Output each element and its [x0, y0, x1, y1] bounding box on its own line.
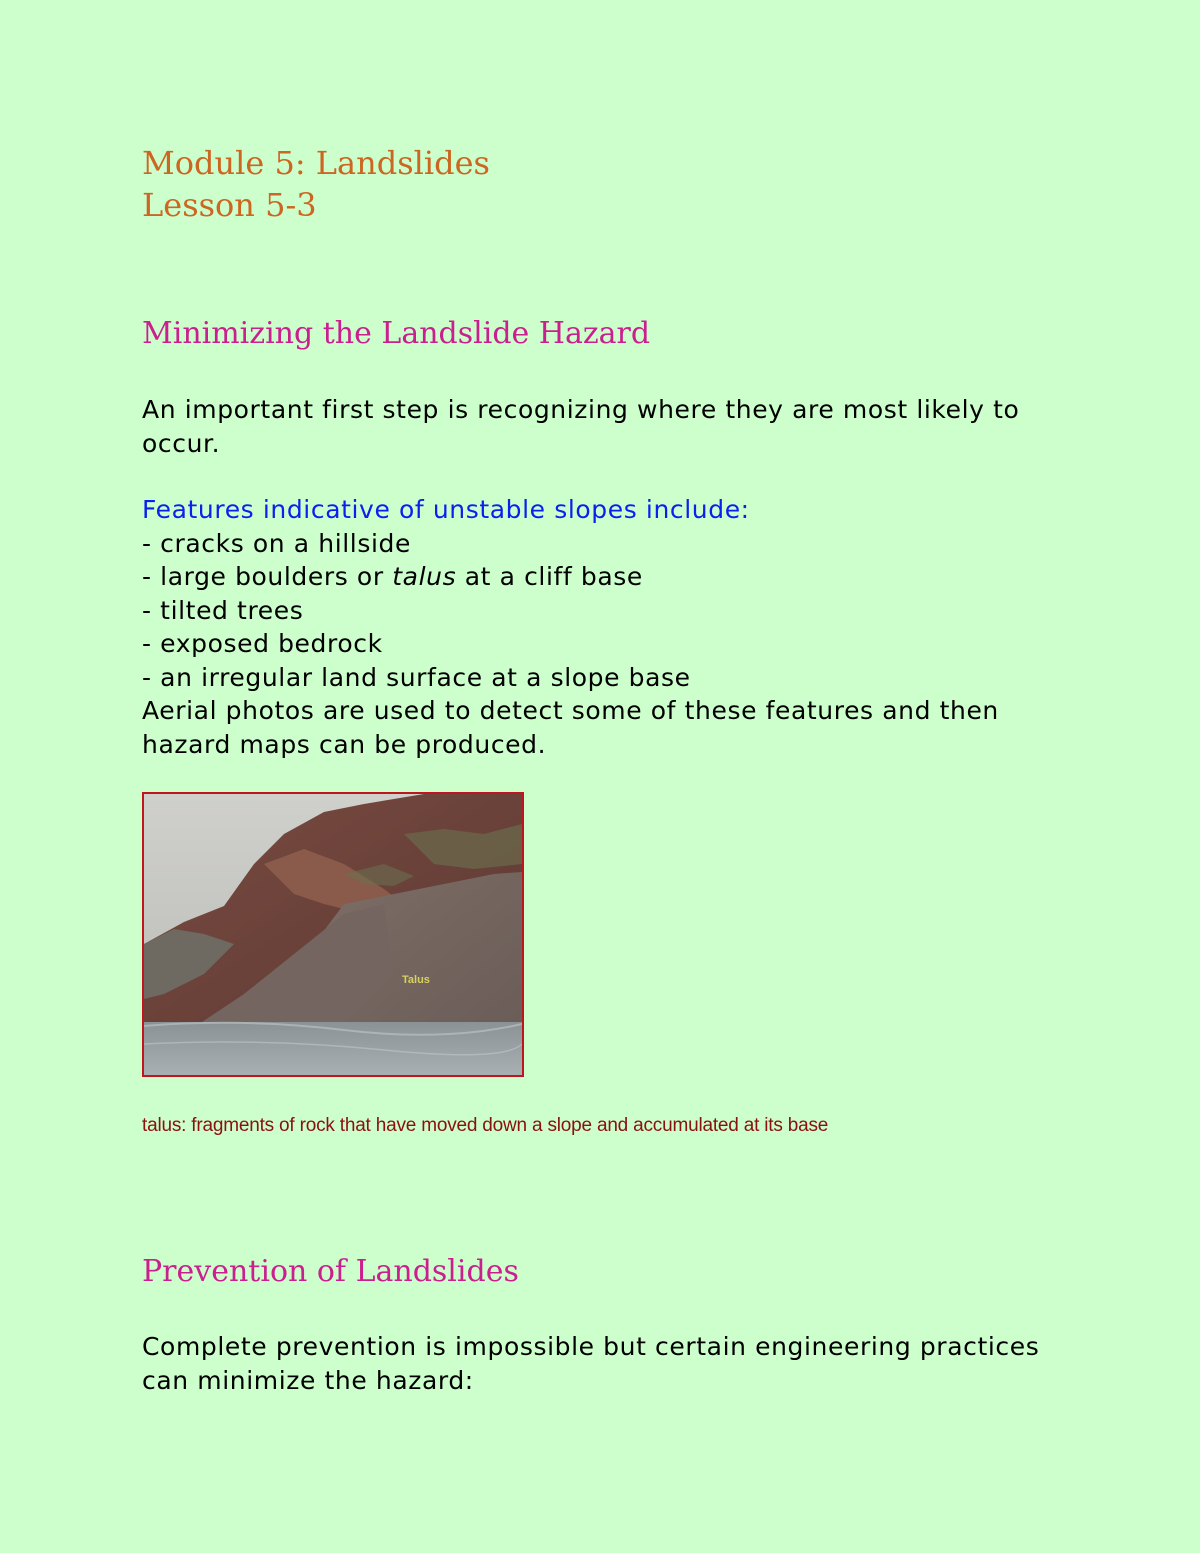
intro-paragraph: An important first step is recognizing where they are most likely to occur.: [142, 395, 1020, 458]
talus-term: talus: [392, 562, 457, 591]
talus-photo-label: Talus: [402, 974, 430, 986]
module-title: [142, 142, 490, 226]
section-heading-minimizing: Minimizing the Landslide Hazard: [142, 316, 651, 351]
list-item: - an irregular land surface at a slope base: [142, 662, 691, 692]
list-item: - large boulders or talus at a cliff base: [142, 562, 643, 591]
features-list: [142, 527, 1082, 695]
talus-photo: [142, 792, 524, 1077]
talus-caption: talus: fragments of rock that have moved down a slope and accumulated at its base: [142, 1115, 829, 1136]
module-name: Module 5: Landslides: [142, 144, 490, 182]
list-item: - tilted trees: [142, 595, 304, 625]
section-heading-prevention: Prevention of Landslides: [142, 1254, 519, 1289]
aerial-photos-paragraph: Aerial photos are used to detect some of these features and then hazard maps can be produced.: [142, 696, 999, 759]
prevention-paragraph: Complete prevention is impossible but certain engineering practices can minimize the hazard:: [142, 1332, 1040, 1395]
lesson-number: Lesson 5-3: [142, 186, 317, 224]
features-block: [142, 493, 1082, 761]
list-item: - exposed bedrock: [142, 629, 383, 658]
list-item: - cracks on a hillside: [142, 528, 411, 558]
features-heading: Features indicative of unstable slopes include:: [142, 495, 750, 524]
